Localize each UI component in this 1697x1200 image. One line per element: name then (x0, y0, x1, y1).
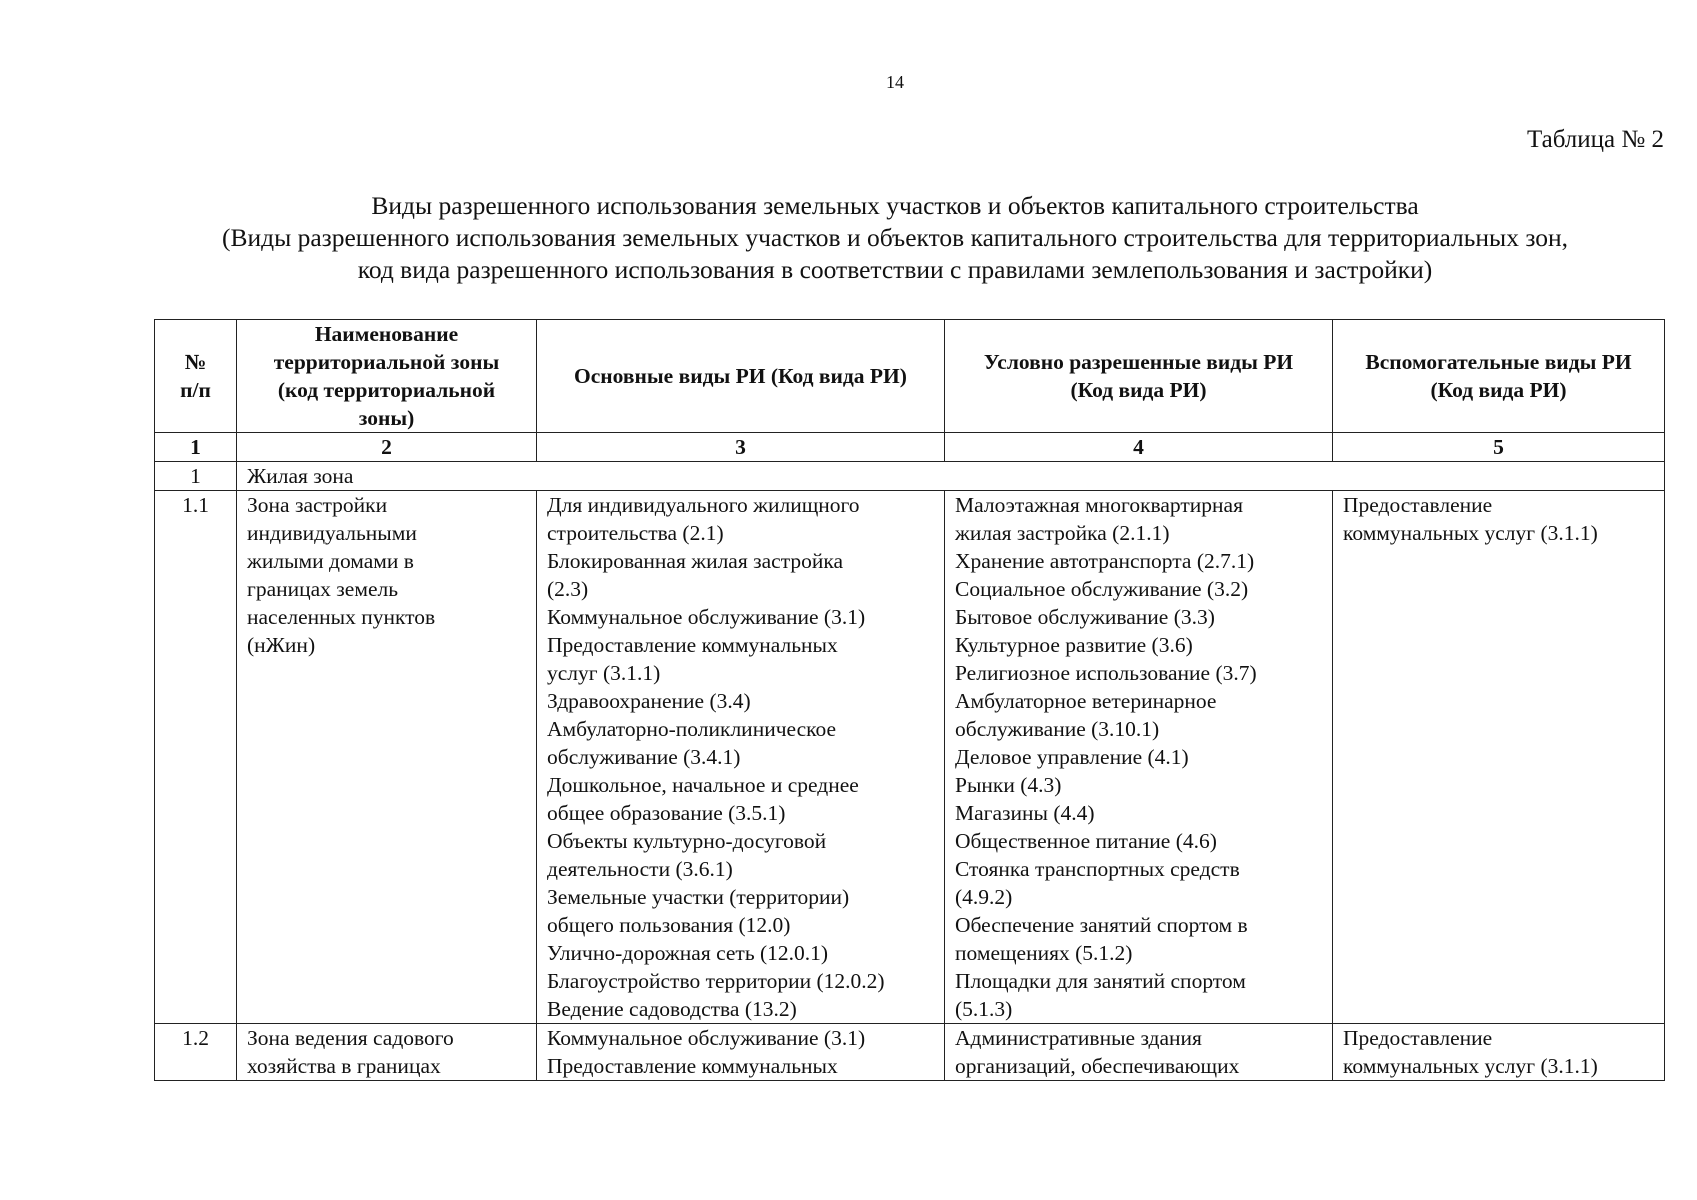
cell-line: Блокированная жилая застройка (547, 549, 844, 573)
cell-line: Административные здания (955, 1026, 1202, 1050)
cell-line: организаций, обеспечивающих (955, 1054, 1240, 1078)
header-conditional (945, 320, 1333, 433)
table-row (155, 1024, 1665, 1081)
cell-line: Амбулаторно-поликлиническое (547, 717, 837, 741)
conditional-uses-cell (945, 491, 1333, 1024)
column-number: 2 (237, 433, 537, 462)
section-row (155, 462, 1665, 491)
cell-line: Предоставление коммунальных (547, 633, 838, 657)
column-number: 4 (945, 433, 1333, 462)
auxiliary-uses-cell (1333, 1024, 1665, 1081)
cell-line: Площадки для занятий спортом (955, 969, 1246, 993)
row-num: 1.2 (155, 1024, 237, 1081)
cell-line: Коммунальное обслуживание (3.1) (547, 1026, 866, 1050)
page-number: 14 (886, 72, 904, 92)
cell-line: общего пользования (12.0) (547, 913, 791, 937)
header-zone-line: (код территориальной (277, 378, 496, 402)
cell-line: Зона ведения садового (247, 1026, 454, 1050)
cell-line: Земельные участки (территории) (547, 885, 850, 909)
land-use-table (154, 319, 1665, 1081)
cell-line: Малоэтажная многоквартирная (955, 493, 1243, 517)
cell-line: Магазины (4.4) (955, 801, 1095, 825)
header-basic: Основные виды РИ (Код вида РИ) (537, 320, 945, 433)
cell-line: деятельности (3.6.1) (547, 857, 733, 881)
header-auxiliary (1333, 320, 1665, 433)
zone-cell (237, 1024, 537, 1081)
header-num (155, 320, 237, 433)
cell-line: Обеспечение занятий спортом в (955, 913, 1248, 937)
cell-line: услуг (3.1.1) (547, 661, 661, 685)
header-zone-line: территориальной зоны (273, 350, 500, 374)
cell-line: Объекты культурно-досуговой (547, 829, 827, 853)
basic-uses-cell (537, 491, 945, 1024)
header-num-line: № (184, 350, 207, 374)
header-zone-line: зоны) (358, 406, 415, 430)
table-header-row (155, 320, 1665, 433)
cell-line: Дошкольное, начальное и среднее (547, 773, 859, 797)
cell-line: обслуживание (3.10.1) (955, 717, 1160, 741)
cell-line: индивидуальными (247, 521, 417, 545)
header-zone-line: Наименование (314, 322, 459, 346)
section-num: 1 (155, 462, 237, 491)
title-line: (Виды разрешенного использования земельных участков и объектов капитального строительства для территориальных зон, (221, 223, 1569, 252)
cell-line: (4.9.2) (955, 885, 1013, 909)
zone-cell (237, 491, 537, 1024)
column-number: 1 (155, 433, 237, 462)
cell-line: Зона застройки (247, 493, 388, 517)
header-auxiliary-line: (Код вида РИ) (1430, 378, 1567, 402)
column-number-row (155, 433, 1665, 462)
cell-line: Общественное питание (4.6) (955, 829, 1217, 853)
column-number: 5 (1333, 433, 1665, 462)
header-auxiliary-line: Вспомогательные виды РИ (1365, 350, 1632, 374)
cell-line: обслуживание (3.4.1) (547, 745, 741, 769)
cell-line: Рынки (4.3) (955, 773, 1062, 797)
table-row (155, 491, 1665, 1024)
conditional-uses-cell (945, 1024, 1333, 1081)
cell-line: (2.3) (547, 577, 589, 601)
cell-line: (нЖин) (247, 633, 316, 657)
cell-line: Деловое управление (4.1) (955, 745, 1189, 769)
cell-line: Улично-дорожная сеть (12.0.1) (547, 941, 829, 965)
cell-line: Предоставление (1343, 493, 1493, 517)
cell-line: строительства (2.1) (547, 521, 724, 545)
cell-line: (5.1.3) (955, 997, 1013, 1021)
section-name: Жилая зона (237, 462, 1665, 491)
cell-line: Благоустройство территории (12.0.2) (547, 969, 885, 993)
header-num-line: п/п (180, 378, 211, 402)
row-num: 1.1 (155, 491, 237, 1024)
cell-line: Хранение автотранспорта (2.7.1) (955, 549, 1255, 573)
cell-line: коммунальных услуг (3.1.1) (1343, 1054, 1598, 1078)
cell-line: жилыми домами в (247, 549, 414, 573)
cell-line: Стоянка транспортных средств (955, 857, 1240, 881)
cell-line: Религиозное использование (3.7) (955, 661, 1257, 685)
cell-line: Культурное развитие (3.6) (955, 633, 1193, 657)
cell-line: населенных пунктов (247, 605, 436, 629)
cell-line: хозяйства в границах (247, 1054, 441, 1078)
cell-line: Для индивидуального жилищного (547, 493, 860, 517)
cell-line: общее образование (3.5.1) (547, 801, 786, 825)
cell-line: Предоставление коммунальных (547, 1054, 838, 1078)
cell-line: Амбулаторное ветеринарное (955, 689, 1217, 713)
cell-line: жилая застройка (2.1.1) (955, 521, 1170, 545)
cell-line: Ведение садоводства (13.2) (547, 997, 797, 1021)
cell-line: границах земель (247, 577, 399, 601)
header-conditional-line: Условно разрешенные виды РИ (983, 350, 1294, 374)
column-number: 3 (537, 433, 945, 462)
cell-line: Коммунальное обслуживание (3.1) (547, 605, 866, 629)
document-title (130, 190, 1660, 286)
cell-line: коммунальных услуг (3.1.1) (1343, 521, 1598, 545)
cell-line: помещениях (5.1.2) (955, 941, 1133, 965)
header-conditional-line: (Код вида РИ) (1070, 378, 1207, 402)
cell-line: Бытовое обслуживание (3.3) (955, 605, 1215, 629)
cell-line: Социальное обслуживание (3.2) (955, 577, 1249, 601)
cell-line: Предоставление (1343, 1026, 1493, 1050)
table-label: Таблица № 2 (1526, 126, 1664, 153)
cell-line: Здравоохранение (3.4) (547, 689, 751, 713)
title-line: Виды разрешенного использования земельных участков и объектов капитального строительства (371, 191, 1419, 220)
auxiliary-uses-cell (1333, 491, 1665, 1024)
header-zone (237, 320, 537, 433)
title-line: код вида разрешенного использования в соответствии с правилами землепользования и застройки) (357, 255, 1433, 284)
basic-uses-cell (537, 1024, 945, 1081)
